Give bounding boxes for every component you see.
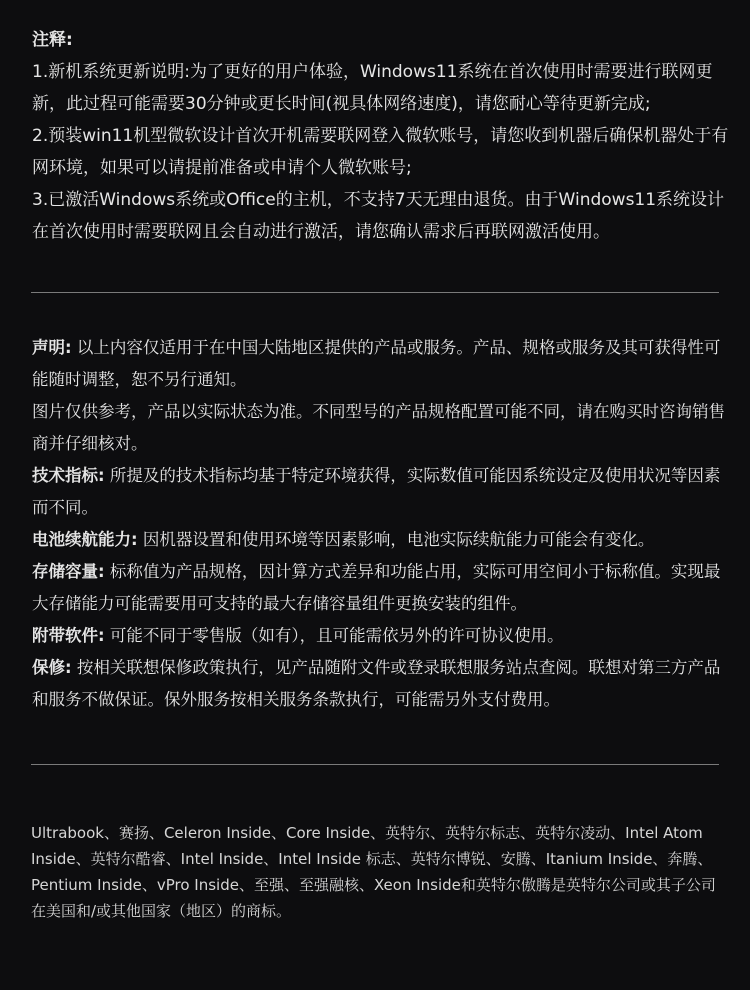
note-item-3: 3.已激活Windows系统或Office的主机，不支持7天无理由退货。由于Windows11系统设计在首次使用时需要联网且会自动进行激活，请您确认需求后再联网激活使用。 — [32, 190, 725, 242]
battery-paragraph — [32, 524, 732, 556]
storage-text: 标称值为产品规格，因计算方式差异和功能占用，实际可用空间小于标称值。实现最大存储能力可能需要用可支持的最大存储容量组件更换安装的组件。 — [32, 562, 721, 613]
software-text: 可能不同于零售版（如有），且可能需依另外的许可协议使用。 — [104, 626, 564, 645]
trademark-text: Ultrabook、赛扬、Celeron Inside、Core Inside、英特尔、英特尔标志、英特尔凌动、Intel Atom Inside、英特尔酷睿、Intel Inside、Intel Inside 标志、英特尔博锐、安腾、Itanium Inside、奔腾、Pentium Inside、vPro Inside、至强、至强融核、Xeon Inside和英特尔傲腾是英特尔公司或其子公司在美国和/或其他国家（地区）的商标。 — [31, 824, 716, 920]
software-paragraph — [32, 620, 732, 652]
tech-paragraph — [32, 460, 732, 524]
disclaimer-text: 以上内容仅适用于在中国大陆地区提供的产品或服务。产品、规格或服务及其可获得性可能随时调整，恕不另行通知。 — [32, 338, 721, 389]
divider-bottom — [31, 764, 719, 765]
tech-label: 技术指标: — [32, 466, 105, 485]
warranty-label: 保修: — [32, 658, 72, 677]
divider-top — [31, 292, 719, 293]
image-note-paragraph: 图片仅供参考，产品以实际状态为准。不同型号的产品规格配置可能不同，请在购买时咨询销售商并仔细核对。 — [32, 402, 725, 453]
statement-section — [32, 332, 732, 716]
notes-section — [32, 24, 737, 248]
tech-text: 所提及的技术指标均基于特定环境获得，实际数值可能因系统设定及使用状况等因素而不同。 — [32, 466, 721, 517]
disclaimer-label: 声明: — [32, 338, 72, 357]
note-item-1: 1.新机系统更新说明:为了更好的用户体验，Windows11系统在首次使用时需要进行联网更新，此过程可能需要30分钟或更长时间(视具体网络速度)，请您耐心等待更新完成; — [32, 62, 713, 114]
warranty-text: 按相关联想保修政策执行，见产品随附文件或登录联想服务站点查阅。联想对第三方产品和服务不做保证。保外服务按相关服务条款执行，可能需另外支付费用。 — [32, 658, 721, 709]
trademark-section — [31, 820, 721, 924]
note-item-2: 2.预装win11机型微软设计首次开机需要联网登入微软账号，请您收到机器后确保机器处于有网环境，如果可以请提前准备或申请个人微软账号; — [32, 126, 729, 178]
storage-paragraph — [32, 556, 732, 620]
storage-label: 存储容量: — [32, 562, 105, 581]
battery-label: 电池续航能力: — [32, 530, 138, 549]
battery-text: 因机器设置和使用环境等因素影响，电池实际续航能力可能会有变化。 — [137, 530, 655, 549]
software-label: 附带软件: — [32, 626, 105, 645]
warranty-paragraph — [32, 652, 732, 716]
notes-label: 注释: — [32, 30, 73, 50]
disclaimer-paragraph — [32, 332, 732, 396]
